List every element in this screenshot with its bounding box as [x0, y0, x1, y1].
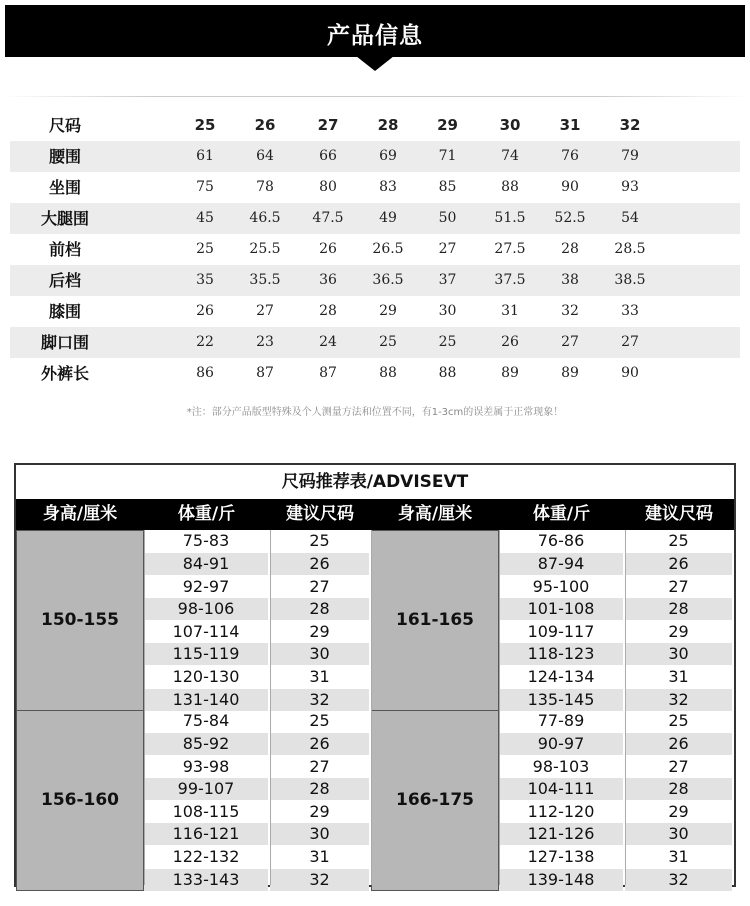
row-label: 脚口围 [40, 333, 89, 352]
height-range: 161-165 [371, 530, 499, 711]
row-label: 尺码 [48, 116, 81, 135]
suggested-size: 27 [309, 756, 330, 776]
grid-line [144, 530, 145, 885]
height-range: 166-175 [371, 710, 499, 891]
recommend-title: 尺码推荐表/ADVISEVT [281, 472, 469, 492]
weight-range: 99-107 [144, 778, 268, 800]
size-value: 26 [196, 303, 214, 319]
size-value: 50 [438, 210, 457, 226]
size-value: 30 [499, 116, 521, 134]
size-value: 26 [319, 241, 337, 257]
banner-title: 产品信息 [327, 23, 423, 49]
size-value: 88 [438, 365, 457, 381]
suggested-size: 25 [309, 531, 330, 551]
weight-range: 107-114 [172, 621, 240, 641]
row-label: 外裤长 [40, 364, 89, 383]
height-range: 150-155 [16, 530, 144, 711]
size-value: 79 [621, 148, 639, 164]
size-value: 38 [561, 272, 579, 288]
size-value: 23 [256, 334, 274, 350]
product-info-table [10, 110, 740, 389]
grid-line [625, 530, 626, 885]
suggested-size: 29 [309, 621, 330, 641]
suggested-size: 30 [270, 823, 369, 845]
size-value: 46.5 [249, 210, 281, 226]
suggested-size: 32 [270, 869, 369, 891]
size-value: 32 [619, 116, 641, 134]
suggested-size: 31 [309, 666, 330, 686]
suggested-size: 31 [668, 846, 689, 866]
suggested-size: 30 [625, 643, 732, 665]
suggested-size: 27 [668, 576, 689, 596]
suggested-size: 30 [270, 643, 369, 665]
suggested-size: 26 [270, 733, 369, 755]
measurement-note [0, 403, 750, 418]
size-value: 64 [256, 148, 274, 164]
header-cell: 身高/厘米 [42, 504, 118, 524]
info-row [10, 141, 740, 172]
weight-range: 115-119 [144, 643, 268, 665]
size-value: 28 [377, 116, 399, 134]
weight-range: 135-145 [499, 689, 623, 711]
row-label: 前档 [48, 240, 81, 259]
suggested-size: 30 [625, 823, 732, 845]
weight-range: 75-84 [182, 711, 230, 731]
weight-range: 118-123 [499, 643, 623, 665]
weight-range: 108-115 [172, 801, 240, 821]
size-value: 80 [319, 179, 337, 195]
header-cell: 身高/厘米 [397, 504, 473, 524]
suggested-size: 25 [668, 531, 689, 551]
size-value: 27 [256, 303, 274, 319]
header-cell: 体重/斤 [177, 504, 236, 524]
size-value: 76 [561, 148, 579, 164]
size-value: 52.5 [554, 210, 586, 226]
row-label: 膝围 [48, 302, 81, 321]
weight-range: 84-91 [144, 553, 268, 575]
size-value: 47.5 [312, 210, 344, 226]
size-value: 49 [379, 210, 397, 226]
info-row [10, 172, 740, 203]
size-value: 29 [437, 116, 458, 134]
grid-line [371, 530, 372, 885]
weight-range: 124-134 [527, 666, 595, 686]
weight-range: 122-132 [172, 846, 240, 866]
size-value: 83 [379, 179, 397, 195]
weight-range: 133-143 [144, 869, 268, 891]
size-value: 25 [196, 241, 214, 257]
weight-range: 109-117 [527, 621, 595, 641]
size-value: 87 [256, 365, 274, 381]
weight-range: 121-126 [499, 823, 623, 845]
size-value: 27 [561, 334, 579, 350]
row-label: 后档 [48, 271, 81, 290]
size-value: 36.5 [372, 272, 404, 288]
weight-range: 93-98 [182, 756, 230, 776]
weight-range: 92-97 [182, 576, 230, 596]
size-value: 85 [438, 179, 457, 195]
size-value: 22 [196, 334, 214, 350]
suggested-size: 31 [309, 846, 330, 866]
size-value: 27.5 [494, 241, 526, 257]
size-value: 29 [379, 303, 397, 319]
weight-range: 116-121 [144, 823, 268, 845]
suggested-size: 25 [309, 711, 330, 731]
size-value: 37.5 [494, 272, 526, 288]
size-value: 35.5 [249, 272, 281, 288]
banner-arrow [356, 56, 394, 71]
info-row [10, 265, 740, 296]
size-value: 61 [196, 148, 214, 164]
size-value: 25 [438, 334, 457, 350]
size-value: 31 [501, 303, 519, 319]
weight-range: 101-108 [499, 598, 623, 620]
weight-range: 87-94 [499, 553, 623, 575]
size-value: 33 [621, 303, 639, 319]
suggested-size: 26 [625, 733, 732, 755]
size-value: 28 [319, 303, 337, 319]
suggested-size: 32 [625, 869, 732, 891]
size-value: 45 [196, 210, 214, 226]
size-value: 28.5 [614, 241, 646, 257]
size-value: 71 [438, 148, 457, 164]
suggested-size: 29 [668, 801, 689, 821]
suggested-size: 27 [309, 576, 330, 596]
suggested-size: 28 [625, 598, 732, 620]
row-label: 坐围 [48, 178, 81, 197]
suggested-size: 29 [668, 621, 689, 641]
size-value: 87 [319, 365, 337, 381]
size-value: 27 [317, 116, 339, 134]
size-value: 31 [559, 116, 581, 134]
note-text: *注：部分产品版型特殊及个人测量方法和位置不同，有1-3cm的误差属于正常现象！ [181, 407, 570, 418]
size-value: 90 [621, 365, 639, 381]
size-value: 28 [561, 241, 579, 257]
weight-range: 131-140 [144, 689, 268, 711]
weight-range: 104-111 [499, 778, 623, 800]
size-value: 51.5 [494, 210, 526, 226]
info-row [10, 358, 740, 389]
info-row [10, 327, 740, 358]
info-row [10, 203, 740, 234]
weight-range: 75-83 [182, 531, 230, 551]
size-value: 88 [501, 179, 519, 195]
recommend-header-row [16, 499, 734, 530]
suggested-size: 25 [668, 711, 689, 731]
size-value: 24 [319, 334, 337, 350]
size-value: 66 [319, 148, 337, 164]
size-value: 54 [621, 210, 639, 226]
size-value: 26.5 [372, 241, 404, 257]
weight-range: 139-148 [499, 869, 623, 891]
size-value: 30 [438, 303, 457, 319]
info-row [10, 234, 740, 265]
size-recommendation-table [14, 463, 736, 887]
suggested-size: 28 [625, 778, 732, 800]
size-value: 90 [561, 179, 579, 195]
suggested-size: 28 [270, 778, 369, 800]
size-value: 89 [561, 365, 579, 381]
size-value: 78 [256, 179, 274, 195]
size-value: 36 [319, 272, 337, 288]
size-value: 32 [561, 303, 579, 319]
size-value: 25.5 [249, 241, 281, 257]
size-value: 37 [438, 272, 457, 288]
suggested-size: 28 [270, 598, 369, 620]
size-value: 38.5 [614, 272, 646, 288]
weight-range: 98-103 [532, 756, 590, 776]
weight-range: 90-97 [499, 733, 623, 755]
suggested-size: 32 [625, 689, 732, 711]
size-value: 74 [501, 148, 519, 164]
weight-range: 85-92 [144, 733, 268, 755]
suggested-size: 29 [309, 801, 330, 821]
suggested-size: 26 [625, 553, 732, 575]
suggested-size: 27 [668, 756, 689, 776]
header-cell: 建议尺码 [286, 504, 354, 524]
grid-line [270, 530, 271, 885]
size-value: 25 [379, 334, 397, 350]
weight-range: 76-86 [537, 531, 585, 551]
header-cell: 建议尺码 [645, 504, 713, 524]
weight-range: 127-138 [527, 846, 595, 866]
height-range: 156-160 [16, 710, 144, 891]
size-value: 35 [196, 272, 214, 288]
divider-top [0, 96, 750, 97]
weight-range: 112-120 [527, 801, 595, 821]
row-label: 大腿围 [40, 209, 89, 228]
info-header-row [10, 110, 740, 141]
suggested-size: 31 [668, 666, 689, 686]
info-row [10, 296, 740, 327]
size-value: 75 [196, 179, 214, 195]
size-value: 25 [194, 116, 216, 134]
weight-range: 95-100 [532, 576, 590, 596]
weight-range: 120-130 [172, 666, 240, 686]
weight-range: 77-89 [537, 711, 585, 731]
suggested-size: 26 [270, 553, 369, 575]
row-label: 腰围 [48, 147, 81, 166]
header-banner [5, 5, 745, 57]
size-value: 26 [501, 334, 519, 350]
size-value: 27 [438, 241, 457, 257]
size-value: 26 [254, 116, 276, 134]
grid-line [499, 530, 500, 885]
size-value: 93 [621, 179, 639, 195]
size-value: 69 [379, 148, 397, 164]
size-value: 86 [196, 365, 214, 381]
size-value: 89 [501, 365, 519, 381]
size-value: 27 [621, 334, 639, 350]
size-value: 88 [379, 365, 397, 381]
suggested-size: 32 [270, 689, 369, 711]
weight-range: 98-106 [144, 598, 268, 620]
header-cell: 体重/斤 [532, 504, 591, 524]
